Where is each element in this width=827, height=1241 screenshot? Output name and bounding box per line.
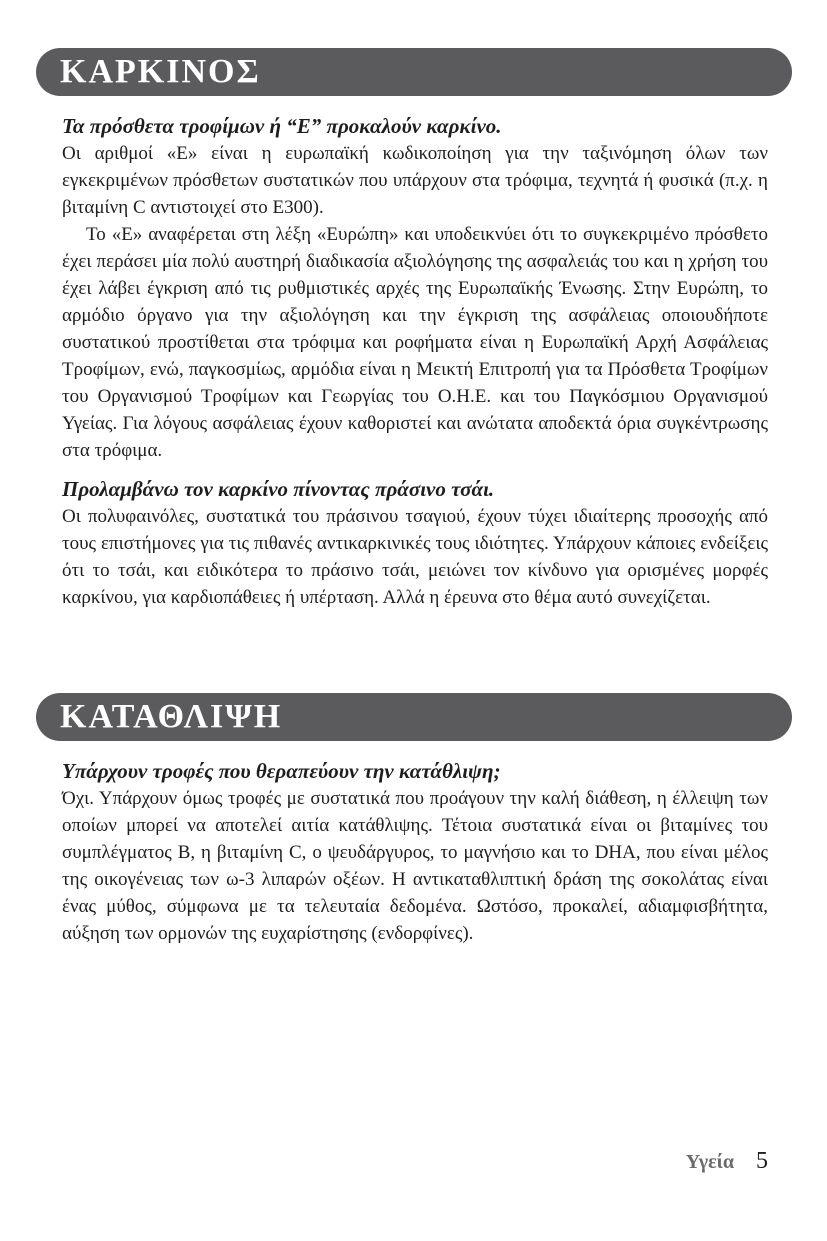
question-heading: Προλαμβάνω τον καρκίνο πίνοντας πράσινο τσάι. [62, 477, 495, 501]
section-depression-content [62, 758, 768, 947]
page-number: 5 [756, 1148, 768, 1174]
section-title: ΚΑΡΚΙΝΟΣ [60, 53, 261, 90]
section-title: ΚΑΤΑΘΛΙΨΗ [60, 698, 283, 735]
section-banner-depression [36, 693, 792, 741]
question-heading: Τα πρόσθετα τροφίμων ή “Ε” προκαλούν καρκίνο. [62, 114, 502, 138]
question-heading: Υπάρχουν τροφές που θεραπεύουν την κατάθλιψη; [62, 759, 501, 783]
answer-paragraph: Οι πολυφαινόλες, συστατικά του πράσινου τσαγιού, έχουν τύχει ιδιαίτερης προσοχής από τους επιστήμονες για τις πιθανές αντικαρκινικές τους ιδιότητες. Υπάρχουν κάποιες ενδείξεις ότι το τσάι, και ειδικότερα το πράσινο τσάι, μειώνει τον κίνδυνο για ορισμένες μορφές καρκίνου, για καρδιοπάθειες ή υπέρταση. Αλλά η έρευνα στο θέμα αυτό συνεχίζεται. [62, 506, 768, 608]
answer-paragraph: Όχι. Υπάρχουν όμως τροφές με συστατικά που προάγουν την καλή διάθεση, η έλλειψη των οποίων μπορεί να αποτελεί αιτία κατάθλιψης. Τέτοια συστατικά είναι οι βιταμίνες του συμπλέγματος Β, η βιταμίνη C, ο ψευδάργυρος, το μαγνήσιο και το DHA, που είναι μέλος της οικογένειας των ω-3 λιπαρών οξέων. Η αντικαταθλιπτική δράση της σοκολάτας είναι ένας μύθος, σύμφωνα με τα τελευταία δεδομένα. Ωστόσο, προκαλεί, αδιαμφισβήτητα, αύξηση των ορμονών της ευχαρίστησης (ενδορφίνες). [62, 788, 768, 944]
section-cancer-content [62, 113, 768, 611]
footer-section-label: Υγεία [685, 1151, 734, 1173]
section-banner-cancer [36, 48, 792, 96]
answer-paragraph: Το «Ε» αναφέρεται στη λέξη «Ευρώπη» και υποδεικνύει ότι το συγκεκριμένο πρόσθετο έχει περάσει μία πολύ αυστηρή διαδικασία αξιολόγησης της ασφαλειάς του και η χρήση του έχει λάβει έγκριση από τις ρυθμιστικές αρχές της Ευρωπαϊκής Ένωσης. Στην Ευρώπη, το αρμόδιο όργανο για την αξιολόγηση και την έγκριση της ασφάλειας οποιουδήποτε συστατικού προστίθεται στα τρόφιμα και ροφήματα είναι η Ευρωπαϊκή Αρχή Ασφάλειας Τροφίμων, ενώ, παγκοσμίως, αρμόδια είναι η Μεικτή Επιτροπή για τα Πρόσθετα Τροφίμων του Οργανισμού Τροφίμων και Γεωργίας του Ο.Η.Ε. και του Παγκόσμιου Οργανισμού Υγείας. Για λόγους ασφάλειας έχουν καθοριστεί και ανώτατα αποδεκτά όρια συγκέντρωσης στα τρόφιμα. [62, 224, 768, 461]
answer-paragraph: Οι αριθμοί «Ε» είναι η ευρωπαϊκή κωδικοποίηση για την ταξινόμηση όλων των εγκεκριμένων πρόσθετων συστατικών που υπάρχουν στα τρόφιμα, τεχνητά ή φυσικά (π.χ. η βιταμίνη C αντιστοιχεί στο Ε300). [62, 143, 768, 218]
page-footer [686, 1148, 768, 1175]
